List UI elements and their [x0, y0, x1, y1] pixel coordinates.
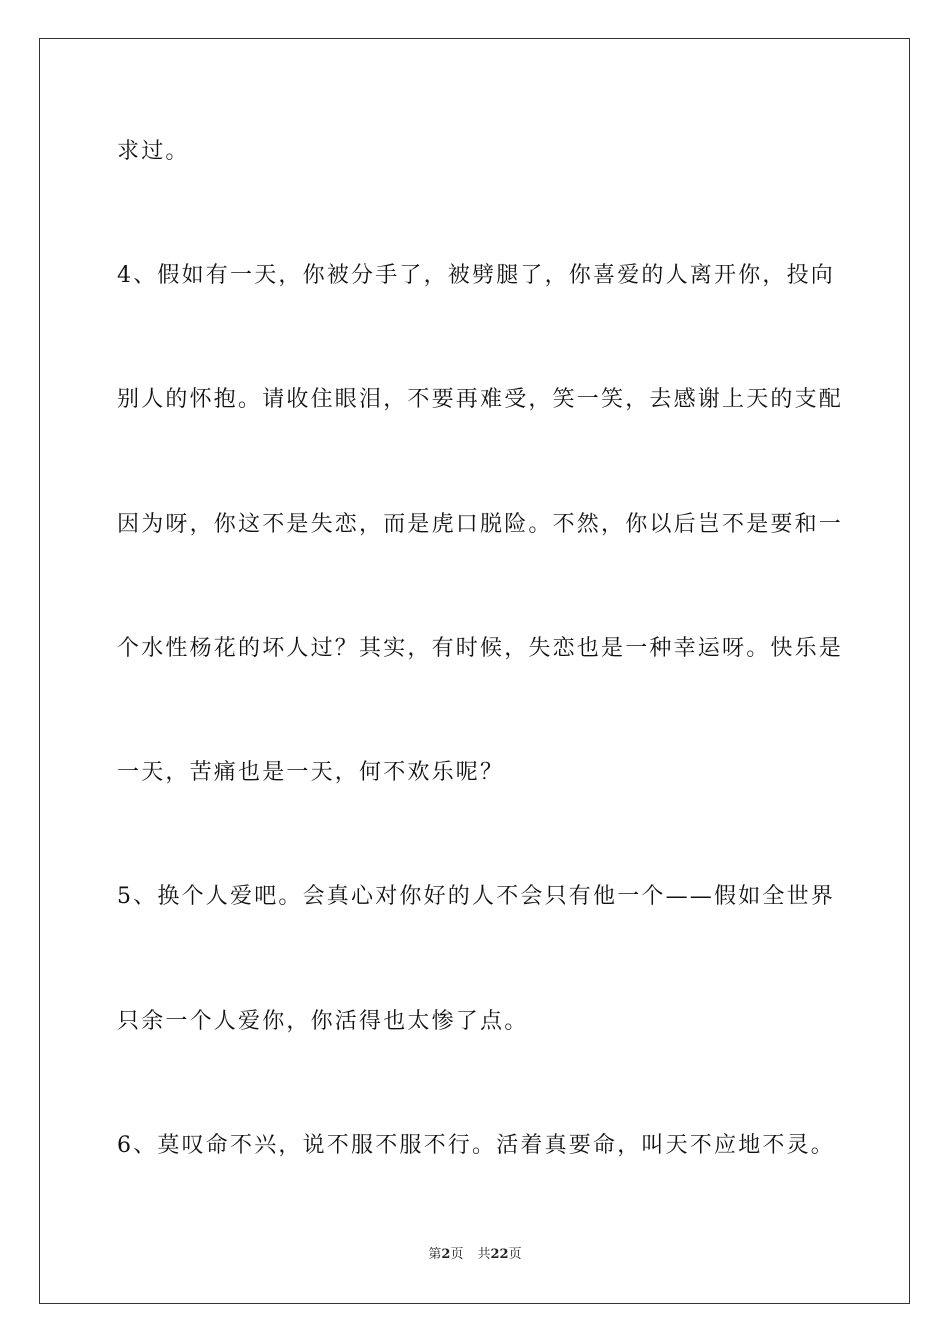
text-line-6: 一天，苦痛也是一天，何不欢乐呢？ — [117, 760, 505, 785]
page-suffix: 页 — [450, 1247, 464, 1262]
text-line-3: 别人的怀抱。请收住眼泪，不要再难受，笑一笑，去感谢上天的支配 — [117, 387, 844, 412]
total-suffix: 页 — [508, 1247, 522, 1262]
page-prefix: 第 — [428, 1247, 442, 1262]
text-line-4: 因为呀，你这不是失恋，而是虎口脱险。不然，你以后岂不是要和一 — [117, 512, 844, 537]
text-line-2: 4、假如有一天，你被分手了，被劈腿了，你喜爱的人离开你，投向 — [117, 263, 835, 288]
current-page-number: 2 — [441, 1247, 451, 1262]
text-line-7: 5、换个人爱吧。会真心对你好的人不会只有他一个——假如全世界 — [117, 884, 835, 909]
text-line-5: 个水性杨花的坏人过？其实，有时候，失恋也是一种幸运呀。快乐是 — [117, 636, 844, 661]
text-line-8: 只余一个人爱你，你活得也太惨了点。 — [117, 1009, 529, 1034]
text-line-9: 6、莫叹命不兴，说不服不服不行。活着真要命，叫天不应地不灵。 — [117, 1133, 835, 1158]
page-border — [39, 38, 910, 1304]
page-footer — [0, 1246, 950, 1264]
total-page-count: 22 — [490, 1247, 509, 1262]
text-line-1: 求过。 — [117, 139, 190, 164]
total-prefix: 共 — [477, 1247, 491, 1262]
